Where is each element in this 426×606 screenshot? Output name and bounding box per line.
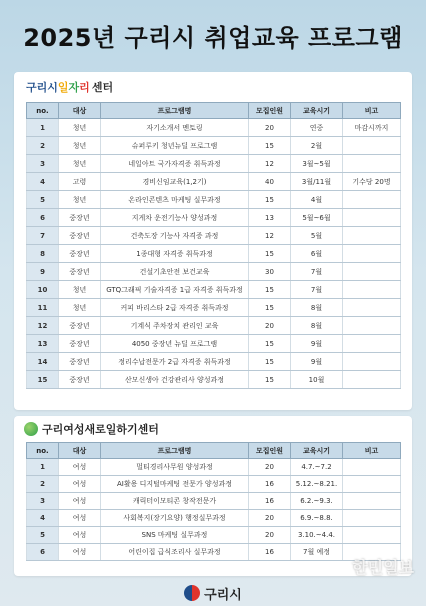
table-cell: 3월/11월 <box>291 173 343 191</box>
table-cell: 커피 바리스타 2급 자격증 취득과정 <box>101 299 249 317</box>
table-cell: 15 <box>249 191 291 209</box>
table-cell: 자기소개서 멘토링 <box>101 119 249 137</box>
column-header: 교육시기 <box>291 103 343 119</box>
table-header-row <box>27 443 401 459</box>
watermark: 한민일보 <box>352 558 414 577</box>
table-body <box>27 459 401 561</box>
table-cell: 3월~5월 <box>291 155 343 173</box>
table-cell: 청년 <box>59 191 101 209</box>
table-cell: 슈퍼루키 청년뉴딜 프로그램 <box>101 137 249 155</box>
table-cell: 연중 <box>291 119 343 137</box>
table-cell <box>343 335 401 353</box>
table-cell: 20 <box>249 459 291 476</box>
table-cell: 6.9.~8.8. <box>291 510 343 527</box>
table-cell: 어린이집 급식조리사 실무과정 <box>101 544 249 561</box>
table-cell <box>343 245 401 263</box>
table-cell: AI활용 디지털마케팅 전문가 양성과정 <box>101 476 249 493</box>
table-cell: 캐릭터이모티콘 창작전문가 <box>101 493 249 510</box>
jobcenter-logo <box>14 72 412 102</box>
table-cell: 청년 <box>59 281 101 299</box>
table-cell <box>343 353 401 371</box>
table-cell <box>343 493 401 510</box>
women-center-logo-icon <box>24 422 38 436</box>
table-cell: 12 <box>249 155 291 173</box>
table-cell: 15 <box>249 335 291 353</box>
table-cell: 20 <box>249 119 291 137</box>
table-cell: 15 <box>249 245 291 263</box>
table-row <box>27 510 401 527</box>
table-cell: 15 <box>249 137 291 155</box>
table-cell: 5 <box>27 527 59 544</box>
table-cell: 2 <box>27 476 59 493</box>
table-row <box>27 155 401 173</box>
table-cell: 6 <box>27 544 59 561</box>
table-cell: 9월 <box>291 335 343 353</box>
table-row <box>27 459 401 476</box>
table-cell: 중장년 <box>59 209 101 227</box>
table-cell: 청년 <box>59 299 101 317</box>
table-cell: 7 <box>27 227 59 245</box>
table-cell: 12 <box>27 317 59 335</box>
table-cell: 5월~6월 <box>291 209 343 227</box>
table-cell: 정리수납전문가 2급 자격증 취득과정 <box>101 353 249 371</box>
column-header: 대상 <box>59 443 101 459</box>
table-cell: 기계식 주차장치 관리인 교육 <box>101 317 249 335</box>
table-cell: 11 <box>27 299 59 317</box>
table-cell: 중장년 <box>59 353 101 371</box>
table-row <box>27 371 401 389</box>
table-cell: 7월 예정 <box>291 544 343 561</box>
table-cell: 1 <box>27 459 59 476</box>
footer-logo-text: 구리시 <box>204 587 242 603</box>
table-cell: 10 <box>27 281 59 299</box>
table-cell: 여성 <box>59 510 101 527</box>
table-cell: 여성 <box>59 476 101 493</box>
table-cell: 13 <box>27 335 59 353</box>
table-cell <box>343 317 401 335</box>
table-cell: 3 <box>27 155 59 173</box>
table-cell <box>343 476 401 493</box>
footer <box>0 580 426 606</box>
table-cell: 중장년 <box>59 245 101 263</box>
table-cell: 고령 <box>59 173 101 191</box>
table-cell: 16 <box>249 493 291 510</box>
table-cell: 6월 <box>291 245 343 263</box>
women-center-table <box>26 442 401 561</box>
table-cell: 1 <box>27 119 59 137</box>
table-cell: 5월 <box>291 227 343 245</box>
table-cell: 6 <box>27 209 59 227</box>
table-cell: 여성 <box>59 459 101 476</box>
table-row <box>27 263 401 281</box>
table-cell <box>343 227 401 245</box>
title-bar <box>0 0 426 70</box>
table-cell: 8 <box>27 245 59 263</box>
table-cell: 8월 <box>291 299 343 317</box>
table-cell: 4050 중장년 뉴딜 프로그램 <box>101 335 249 353</box>
table-row <box>27 527 401 544</box>
table-cell: 온라인콘텐츠 마케팅 실무과정 <box>101 191 249 209</box>
jobcenter-table <box>26 102 401 389</box>
section-women-center <box>14 416 412 576</box>
table-header-row <box>27 103 401 119</box>
table-cell: 30 <box>249 263 291 281</box>
section-jobcenter <box>14 72 412 410</box>
column-header: 모집인원 <box>249 443 291 459</box>
table-cell: 20 <box>249 510 291 527</box>
table-cell: 건설기초안전 보건교육 <box>101 263 249 281</box>
table-row <box>27 493 401 510</box>
table-row <box>27 544 401 561</box>
table-cell: GTQ그래픽 기술자격증 1급 자격증 취득과정 <box>101 281 249 299</box>
column-header: 모집인원 <box>249 103 291 119</box>
column-header: no. <box>27 443 59 459</box>
table-cell: 네일아트 국가자격증 취득과정 <box>101 155 249 173</box>
table-cell: 7월 <box>291 263 343 281</box>
column-header: 교육시기 <box>291 443 343 459</box>
table-cell: 8월 <box>291 317 343 335</box>
table-cell: 경비신임교육(1,2기) <box>101 173 249 191</box>
women-center-logo <box>14 416 412 442</box>
table-cell: 산모신생아 건강관리사 양성과정 <box>101 371 249 389</box>
table-row <box>27 191 401 209</box>
table-body <box>27 119 401 389</box>
table-row <box>27 119 401 137</box>
column-header: 대상 <box>59 103 101 119</box>
table-cell: 15 <box>27 371 59 389</box>
table-cell <box>343 137 401 155</box>
column-header: 비고 <box>343 443 401 459</box>
table-cell: 15 <box>249 371 291 389</box>
table-cell: 3 <box>27 493 59 510</box>
table-cell: 13 <box>249 209 291 227</box>
table-cell: 사회복지(장기요양) 행정실무과정 <box>101 510 249 527</box>
table-cell: 16 <box>249 476 291 493</box>
table-cell <box>343 263 401 281</box>
table-cell: 마감시까지 <box>343 119 401 137</box>
table-cell: 중장년 <box>59 335 101 353</box>
page-title: 2025년 구리시 취업교육 프로그램 <box>23 23 403 52</box>
table-row <box>27 476 401 493</box>
jobcenter-logo-sub: 센터 <box>91 81 114 94</box>
table-row <box>27 209 401 227</box>
table-row <box>27 245 401 263</box>
table-cell: 9월 <box>291 353 343 371</box>
table-row <box>27 353 401 371</box>
table-cell: 5.12.~8.21. <box>291 476 343 493</box>
table-cell: 2 <box>27 137 59 155</box>
table-cell <box>343 510 401 527</box>
table-row <box>27 137 401 155</box>
table-cell: 9 <box>27 263 59 281</box>
table-cell <box>343 371 401 389</box>
guri-city-logo-icon <box>184 585 200 601</box>
table-cell: 중장년 <box>59 371 101 389</box>
table-cell: 청년 <box>59 119 101 137</box>
table-cell: 멀티경리사무원 양성과정 <box>101 459 249 476</box>
table-cell <box>343 459 401 476</box>
table-row <box>27 281 401 299</box>
table-row <box>27 227 401 245</box>
table-cell: 16 <box>249 544 291 561</box>
table-row <box>27 299 401 317</box>
table-cell: 40 <box>249 173 291 191</box>
table-cell: 10월 <box>291 371 343 389</box>
table-cell: 여성 <box>59 544 101 561</box>
table-cell <box>343 527 401 544</box>
table-cell: 1종대형 자격증 취득과정 <box>101 245 249 263</box>
table-cell: 여성 <box>59 527 101 544</box>
column-header: 프로그램명 <box>101 443 249 459</box>
table-cell: 3.10.~4.4. <box>291 527 343 544</box>
table-cell: 여성 <box>59 493 101 510</box>
women-center-logo-text: 구리여성새로일하기센터 <box>42 423 159 436</box>
table-cell: 14 <box>27 353 59 371</box>
table-cell: 지게차 운전기능사 양성과정 <box>101 209 249 227</box>
table-row <box>27 317 401 335</box>
table-cell: 20 <box>249 317 291 335</box>
table-cell: 중장년 <box>59 317 101 335</box>
table-cell: 청년 <box>59 137 101 155</box>
table-cell: 20 <box>249 527 291 544</box>
table-cell: 6.2.~9.3. <box>291 493 343 510</box>
table-cell: 4월 <box>291 191 343 209</box>
table-row <box>27 335 401 353</box>
table-cell <box>343 281 401 299</box>
table-cell: 중장년 <box>59 227 101 245</box>
table-cell: 7월 <box>291 281 343 299</box>
table-cell: SNS 마케팅 실무과정 <box>101 527 249 544</box>
table-cell <box>343 191 401 209</box>
table-cell <box>343 155 401 173</box>
jobcenter-logo-text: 구리시일자리 <box>26 81 90 94</box>
table-cell: 15 <box>249 299 291 317</box>
table-cell: 5 <box>27 191 59 209</box>
table-cell <box>343 209 401 227</box>
column-header: 비고 <box>343 103 401 119</box>
table-cell: 중장년 <box>59 263 101 281</box>
table-cell: 12 <box>249 227 291 245</box>
table-cell: 15 <box>249 353 291 371</box>
table-cell: 4 <box>27 510 59 527</box>
table-cell: 청년 <box>59 155 101 173</box>
column-header: 프로그램명 <box>101 103 249 119</box>
table-cell: 2월 <box>291 137 343 155</box>
table-cell: 건축도장 기능사 자격증 과정 <box>101 227 249 245</box>
table-cell: 4 <box>27 173 59 191</box>
table-cell: 기수당 20명 <box>343 173 401 191</box>
table-cell: 4.7.~7.2 <box>291 459 343 476</box>
table-row <box>27 173 401 191</box>
table-cell: 15 <box>249 281 291 299</box>
column-header: no. <box>27 103 59 119</box>
table-cell <box>343 299 401 317</box>
